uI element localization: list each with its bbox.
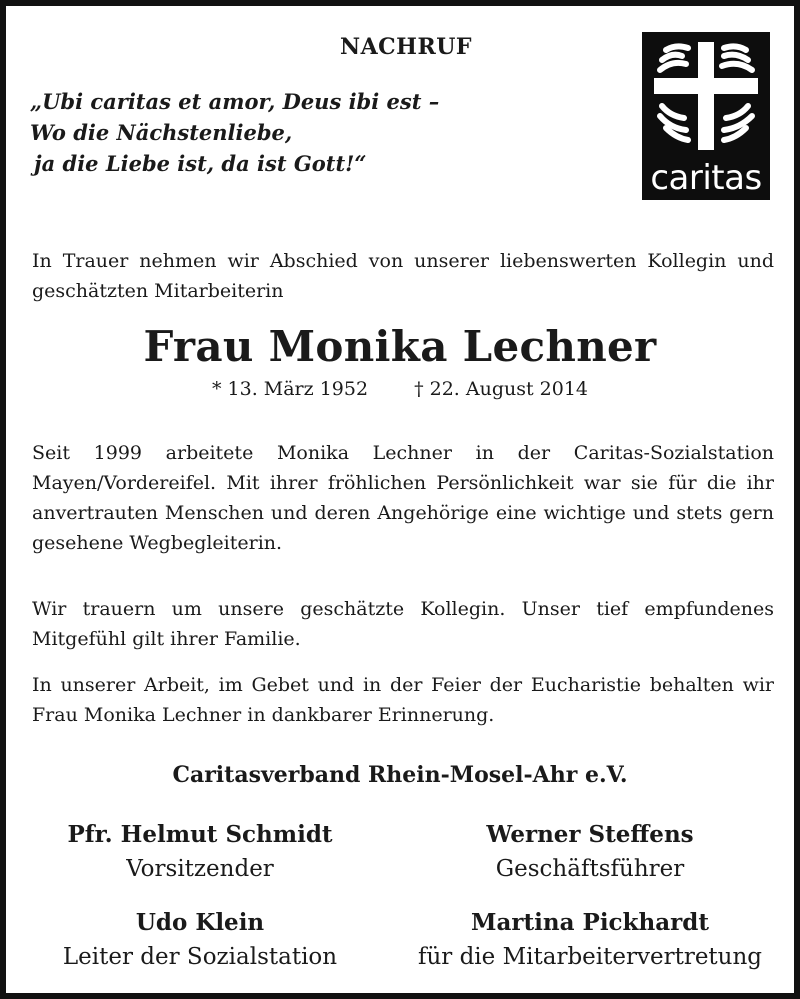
signatory-name: Udo Klein bbox=[135, 909, 265, 936]
signatory-role: Leiter der Sozialstation bbox=[62, 944, 338, 970]
deceased-name: Frau Monika Lechner bbox=[143, 322, 657, 371]
signatory-role: Vorsitzender bbox=[126, 856, 274, 882]
signatory-role: für die Mitarbeitervertretung bbox=[417, 944, 763, 970]
paragraph: Seit 1999 arbeitete Monika Lechner in der Caritas-Sozialstation Mayen/Vordereifel. Mit ihrer fröhlichen Persönlichkeit war sie für die ihr anvertrauten Menschen und deren Angehörige eine wichtige und stets gern gesehene Wegbegleiterin. bbox=[32, 442, 774, 554]
logo-wordmark: caritas bbox=[650, 158, 762, 198]
signatory-name: Martina Pickhardt bbox=[471, 909, 709, 936]
paragraph: Wir trauern um unsere geschätzte Kollegin. Unser tief empfundenes Mitgefühl gilt ihrer Familie. bbox=[32, 598, 774, 650]
intro-text: In Trauer nehmen wir Abschied von unserer liebenswerten Kollegin und geschätzten Mitarbeiterin bbox=[32, 250, 774, 302]
motto-line: Wo die Nächstenliebe, bbox=[30, 120, 293, 145]
death-date: † 22. August 2014 bbox=[414, 378, 588, 400]
signatory bbox=[20, 908, 380, 976]
signatory-name: Werner Steffens bbox=[486, 821, 694, 848]
motto-line: ja die Liebe ist, da ist Gott!“ bbox=[34, 151, 367, 176]
caritas-cross-icon bbox=[642, 32, 770, 158]
signatory-role: Geschäftsführer bbox=[495, 856, 685, 882]
paragraph: In unserer Arbeit, im Gebet und in der Feier der Eucharistie behalten wir Frau Monika Lechner in dankbarer Erinnerung. bbox=[32, 674, 774, 726]
caritas-logo bbox=[642, 32, 770, 200]
signatory bbox=[410, 908, 770, 976]
motto-line: „Ubi caritas et amor, Deus ibi est – bbox=[30, 89, 440, 114]
motto-quote bbox=[30, 86, 439, 179]
life-dates bbox=[6, 378, 794, 400]
organization-name: Caritasverband Rhein-Mosel-Ahr e.V. bbox=[172, 762, 628, 788]
signatory bbox=[20, 820, 380, 888]
notice-heading: NACHRUF bbox=[339, 34, 473, 60]
signatory-name: Pfr. Helmut Schmidt bbox=[67, 821, 333, 848]
birth-date: * 13. März 1952 bbox=[211, 378, 369, 400]
signatory bbox=[410, 820, 770, 888]
